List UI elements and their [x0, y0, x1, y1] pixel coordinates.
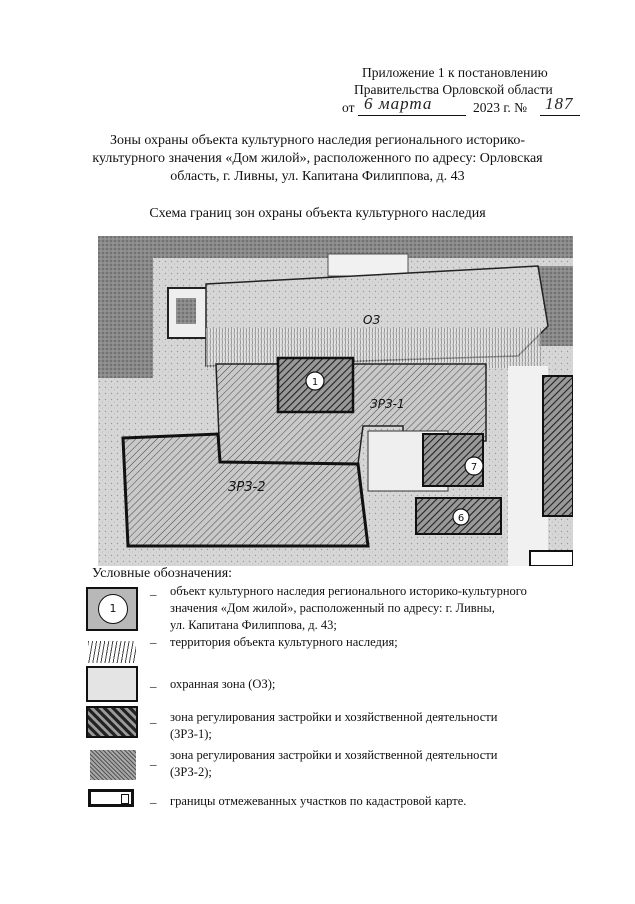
- object-6-number: 6: [457, 513, 465, 524]
- map-block-left: [98, 258, 153, 378]
- legend-object-marker: 1: [98, 594, 128, 624]
- year-number-label: 2023 г. №: [473, 100, 528, 115]
- legend-symbol-zrz1: [86, 706, 138, 738]
- legend-dash: _: [150, 630, 157, 645]
- legend-symbol-cadastral: [88, 789, 134, 807]
- legend-dash: _: [150, 710, 157, 725]
- legend-symbol-object: [86, 587, 138, 631]
- legend-dash: _: [150, 674, 157, 689]
- appendix-line: Приложение 1 к постановлению: [362, 65, 548, 80]
- object-7-number: 7: [470, 462, 478, 473]
- legend-title: Условные обозначения:: [92, 566, 233, 581]
- scheme-title: Схема границ зон охраны объекта культурного наследия: [149, 206, 486, 221]
- map-building: [328, 254, 408, 276]
- legend-dash: _: [150, 790, 157, 805]
- map-zone-right: [543, 376, 573, 516]
- government-line: Правительства Орловской области: [354, 82, 553, 97]
- label-zrz2: ЗРЗ-2: [228, 480, 266, 495]
- legend-zrz2-text: зона регулирования застройки и хозяйственной деятельности (ЗРЗ-2);: [170, 748, 498, 779]
- number-underline: [540, 115, 580, 116]
- map-building-inner: [176, 298, 196, 324]
- date-underline: [358, 115, 466, 116]
- label-zrz1: ЗРЗ-1: [370, 397, 405, 411]
- handwritten-date: 6 марта: [364, 94, 433, 113]
- zone-map: [98, 236, 573, 566]
- legend-zrz1-text: зона регулирования застройки и хозяйственной деятельности (ЗРЗ-1);: [170, 710, 498, 741]
- object-1-number: 1: [311, 377, 319, 388]
- legend-cadastral-text: границы отмежеванных участков по кадастровой карте.: [170, 794, 467, 808]
- document-title: Зоны охраны объекта культурного наследия регионального историко- культурного значения «Дом жилой», расположенного по адресу: Орловская область, г. Ливны, ул. Капитана Филиппова, д. 43: [92, 133, 543, 184]
- legend-object-text: объект культурного наследия регионального историко-культурного значения «Дом жилой», расположенный по адресу: г. Ливны, ул. Капитана Филиппова, д. 43;: [170, 584, 527, 632]
- legend-symbol-zrz2: [90, 750, 136, 780]
- legend-symbol-territory: [88, 641, 136, 663]
- legend-symbol-oz: [86, 666, 138, 702]
- label-oz: ОЗ: [363, 313, 381, 327]
- legend-dash: _: [150, 752, 157, 767]
- legend-oz-text: охранная зона (ОЗ);: [170, 677, 276, 691]
- legend-territory-text: территория объекта культурного наследия;: [170, 635, 398, 649]
- map-frame-corner: [530, 551, 573, 566]
- date-from-label: от: [342, 100, 355, 115]
- oz-texture: [206, 328, 541, 368]
- legend-dash: _: [150, 582, 157, 597]
- handwritten-number: 187: [545, 94, 574, 113]
